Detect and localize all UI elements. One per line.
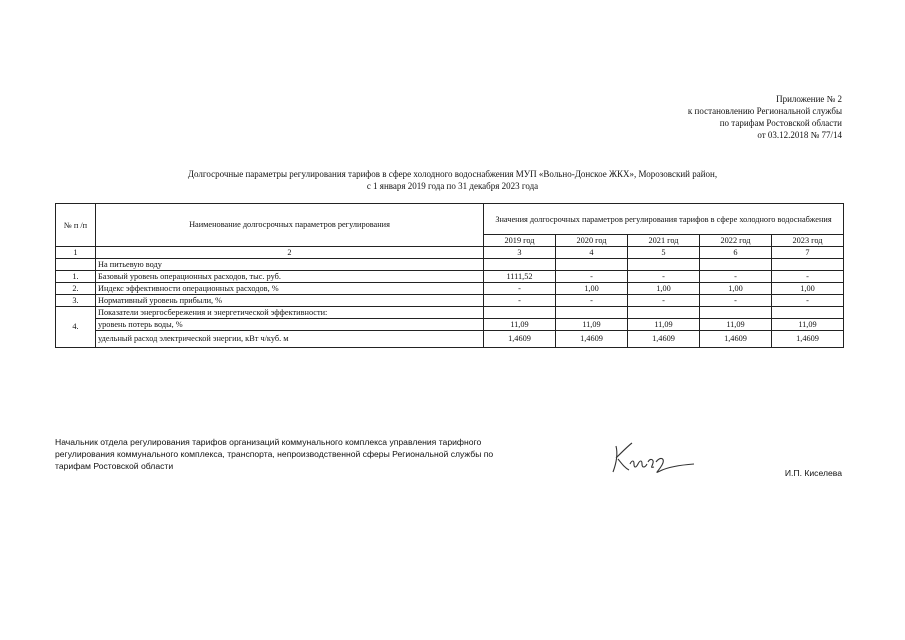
signatory-position: Начальник отдела регулирования тарифов организаций коммунального комплекса управления тарифного регулирования коммунального комплекса, транспорта, непроизводственной сферы Региональной службы по тарифам Ростовской области: [55, 437, 494, 471]
row-name: удельный расход электрической энергии, кВт ч/куб. м: [96, 331, 484, 348]
signature: [610, 438, 700, 478]
index-cell: 3: [484, 247, 556, 259]
row-value: 1,4609: [484, 331, 556, 348]
row-num: 2.: [56, 283, 96, 295]
row-num: 1.: [56, 271, 96, 283]
table-row: [56, 307, 844, 319]
row-value: 1,4609: [556, 331, 628, 348]
table-row: [56, 283, 844, 295]
row-value: 11,09: [628, 319, 700, 331]
header-num: № п /п: [56, 204, 96, 247]
index-cell: 5: [628, 247, 700, 259]
annex-line-3: по тарифам Ростовской области: [719, 118, 842, 128]
row-name: Показатели энергосбережения и энергетической эффективности:: [96, 307, 484, 319]
row-value: 11,09: [700, 319, 772, 331]
row-value: 1,4609: [700, 331, 772, 348]
document-title: [0, 168, 905, 192]
index-cell: 6: [700, 247, 772, 259]
section-label: На питьевую воду: [96, 259, 484, 271]
row-value: 1,00: [556, 283, 628, 295]
row-name: Базовый уровень операционных расходов, тыс. руб.: [96, 271, 484, 283]
row-value: 1,00: [700, 283, 772, 295]
table-row: [56, 295, 844, 307]
signer-name: И.П. Киселева: [784, 468, 842, 478]
annex-header: [688, 93, 842, 141]
row-value: 1,4609: [628, 331, 700, 348]
table-section-row: [56, 259, 844, 271]
index-cell: 1: [56, 247, 96, 259]
header-year: 2022 год: [700, 235, 772, 247]
row-value: 11,09: [772, 319, 844, 331]
row-num: 3.: [56, 295, 96, 307]
index-cell: 4: [556, 247, 628, 259]
table-index-row: [56, 247, 844, 259]
row-value: -: [484, 295, 556, 307]
header-year: 2020 год: [556, 235, 628, 247]
header-year: 2019 год: [484, 235, 556, 247]
row-value: 1,00: [772, 283, 844, 295]
index-cell: 7: [772, 247, 844, 259]
header-year: 2021 год: [628, 235, 700, 247]
row-value: 1,4609: [772, 331, 844, 348]
title-line-1: Долгосрочные параметры регулирования тарифов в сфере холодного водоснабжения МУП «Вольно-Донское ЖКХ», Морозовский район,: [187, 169, 718, 179]
row-value: -: [628, 271, 700, 283]
row-value: 1,00: [628, 283, 700, 295]
row-value: 11,09: [484, 319, 556, 331]
row-value: -: [772, 271, 844, 283]
row-value: -: [556, 295, 628, 307]
row-value: 1111,52: [484, 271, 556, 283]
row-num: 4.: [56, 307, 96, 348]
row-value: -: [700, 295, 772, 307]
annex-line-4: от 03.12.2018 № 77/14: [757, 130, 842, 140]
row-name: уровень потерь воды, %: [96, 319, 484, 331]
annex-line-1: Приложение № 2: [776, 94, 842, 104]
table-row: [56, 271, 844, 283]
row-value: -: [484, 283, 556, 295]
header-year: 2023 год: [772, 235, 844, 247]
row-name: Нормативный уровень прибыли, %: [96, 295, 484, 307]
row-value: -: [700, 271, 772, 283]
index-cell: 2: [96, 247, 484, 259]
table-row: [56, 331, 844, 348]
row-value: -: [772, 295, 844, 307]
annex-line-2: к постановлению Региональной службы: [687, 106, 842, 116]
title-line-2: с 1 января 2019 года по 31 декабря 2023 года: [366, 181, 539, 191]
row-name: Индекс эффективности операционных расходов, %: [96, 283, 484, 295]
table-header-row: [56, 204, 844, 235]
header-values: Значения долгосрочных параметров регулирования тарифов в сфере холодного водоснабжения: [484, 204, 844, 235]
header-name: Наименование долгосрочных параметров регулирования: [96, 204, 484, 247]
row-value: -: [628, 295, 700, 307]
row-value: -: [556, 271, 628, 283]
table-row: [56, 319, 844, 331]
parameters-table: [55, 203, 844, 348]
row-value: 11,09: [556, 319, 628, 331]
